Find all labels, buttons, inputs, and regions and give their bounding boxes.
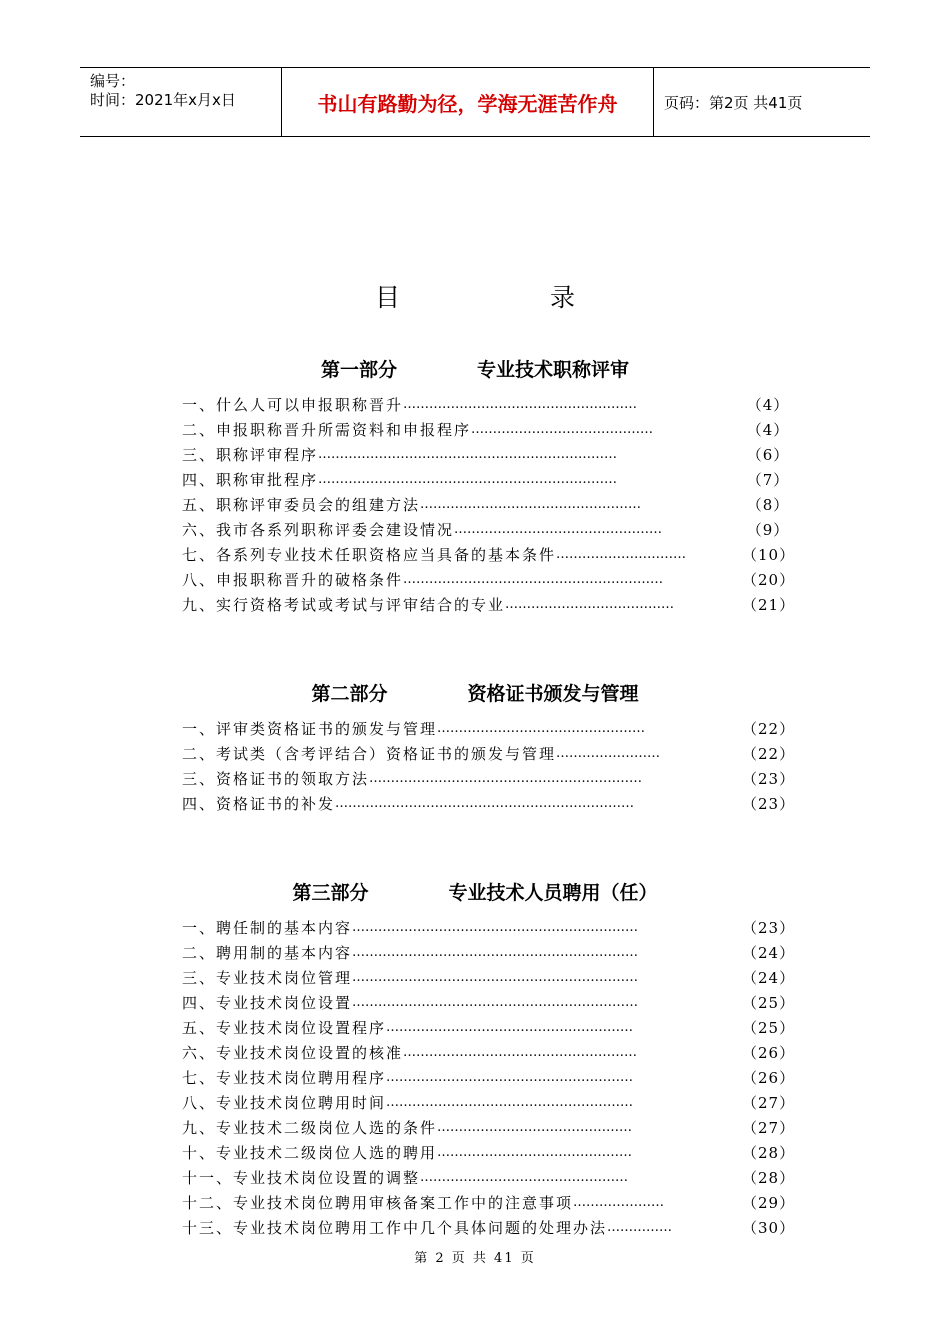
part-1-title: 专业技术职称评审 bbox=[477, 359, 630, 381]
toc-page: （4） bbox=[746, 421, 790, 439]
toc-entry[interactable] bbox=[182, 467, 792, 492]
toc-leader: ……………………………………… bbox=[437, 1120, 633, 1135]
toc-leader: ………………………………………… bbox=[437, 721, 646, 736]
toc-page: （20） bbox=[742, 571, 796, 589]
page-footer: 第 2 页 共 41 页 bbox=[414, 1251, 536, 1266]
toc-entry-text: 七、各系列专业技术任职资格应当具备的基本条件 bbox=[182, 546, 557, 564]
toc-entry[interactable] bbox=[182, 1065, 796, 1090]
toc-page: （25） bbox=[742, 1019, 796, 1037]
header-page-info: 页码：第2页 共41页 bbox=[664, 93, 803, 112]
toc-page: （23） bbox=[742, 919, 796, 937]
part-2-title: 资格证书颁发与管理 bbox=[467, 683, 639, 705]
toc-page: （30） bbox=[742, 1219, 796, 1237]
part-1-toc bbox=[182, 392, 796, 617]
toc-leader: ………………………………………………………… bbox=[352, 970, 639, 985]
toc-entry-text: 十、专业技术二级岗位人选的聘用 bbox=[182, 1144, 438, 1162]
toc-entry[interactable] bbox=[182, 592, 796, 617]
toc-page: （21） bbox=[742, 596, 796, 614]
toc-leader: …………………………………………………………… bbox=[318, 472, 618, 487]
page-header bbox=[80, 67, 870, 137]
toc-entry-text: 六、专业技术岗位设置的核准 bbox=[182, 1044, 404, 1062]
toc-page: （8） bbox=[746, 496, 790, 514]
toc-entry-text: 四、资格证书的补发 bbox=[182, 795, 336, 813]
toc-page: （22） bbox=[742, 745, 796, 763]
toc-page: （24） bbox=[742, 944, 796, 962]
toc-entry[interactable] bbox=[182, 1115, 796, 1140]
toc-page: （28） bbox=[742, 1144, 796, 1162]
toc-entry[interactable] bbox=[182, 1015, 796, 1040]
toc-entry[interactable] bbox=[182, 542, 796, 567]
toc-entry[interactable] bbox=[182, 1165, 796, 1190]
toc-entry[interactable] bbox=[182, 791, 796, 816]
toc-entry-text: 一、聘任制的基本内容 bbox=[182, 919, 353, 937]
toc-page: （23） bbox=[742, 770, 796, 788]
toc-page: （26） bbox=[742, 1044, 796, 1062]
part-3-heading bbox=[0, 878, 950, 905]
toc-leader: ……………………………………………… bbox=[403, 397, 638, 412]
part-1-number: 第一部分 bbox=[320, 359, 397, 381]
toc-page: （4） bbox=[746, 396, 790, 414]
toc-leader: …………………………………………………………… bbox=[335, 796, 635, 811]
toc-entry[interactable] bbox=[182, 990, 796, 1015]
toc-page: （28） bbox=[742, 1169, 796, 1187]
toc-leader: …………………… bbox=[556, 746, 661, 761]
toc-entry[interactable] bbox=[182, 965, 796, 990]
part-3-toc bbox=[182, 915, 796, 1240]
part-1-heading bbox=[0, 355, 950, 382]
toc-entry-text: 六、我市各系列职称评委会建设情况 bbox=[182, 521, 455, 539]
toc-leader: …………… bbox=[607, 1220, 673, 1235]
toc-leader: …………………………………… bbox=[471, 422, 654, 437]
toc-leader: …………………………………………………… bbox=[403, 572, 664, 587]
toc-entry[interactable] bbox=[182, 1190, 796, 1215]
toc-page: （25） bbox=[742, 994, 796, 1012]
toc-leader: ………………………………………… bbox=[420, 1170, 629, 1185]
toc-page: （29） bbox=[742, 1194, 796, 1212]
toc-entry-text: 二、聘用制的基本内容 bbox=[182, 944, 353, 962]
toc-entry-text: 九、专业技术二级岗位人选的条件 bbox=[182, 1119, 438, 1137]
toc-entry[interactable] bbox=[182, 442, 792, 467]
toc-entry[interactable] bbox=[182, 567, 796, 592]
part-3-title: 专业技术人员聘用（任） bbox=[448, 882, 658, 904]
toc-entry-text: 七、专业技术岗位聘用程序 bbox=[182, 1069, 387, 1087]
toc-page: （6） bbox=[746, 446, 790, 464]
part-2-heading bbox=[0, 679, 950, 706]
toc-entry-text: 一、评审类资格证书的颁发与管理 bbox=[182, 720, 438, 738]
toc-entry-text: 二、申报职称晋升所需资料和申报程序 bbox=[182, 421, 472, 439]
toc-leader: ………………………………………… bbox=[454, 522, 663, 537]
header-time-label: 时间：2021年x月x日 bbox=[90, 91, 236, 109]
toc-leader: ………………………………………………… bbox=[386, 1020, 634, 1035]
header-motto: 书山有路勤为径，学海无涯苦作舟 bbox=[282, 68, 654, 136]
toc-entry-text: 五、专业技术岗位设置程序 bbox=[182, 1019, 387, 1037]
toc-leader: ………………… bbox=[573, 1195, 665, 1210]
toc-entry[interactable] bbox=[182, 940, 796, 965]
toc-entry[interactable] bbox=[182, 392, 792, 417]
toc-page: （23） bbox=[742, 795, 796, 813]
toc-page: （26） bbox=[742, 1069, 796, 1087]
toc-entry-text: 二、考试类（含考评结合）资格证书的颁发与管理 bbox=[182, 745, 557, 763]
toc-page: （7） bbox=[746, 471, 790, 489]
toc-entry-text: 十三、专业技术岗位聘用工作中几个具体问题的处理办法 bbox=[182, 1219, 608, 1237]
header-number-label: 编号： bbox=[90, 72, 136, 90]
toc-leader: ………………………………………………………… bbox=[352, 920, 639, 935]
part-2-number: 第二部分 bbox=[311, 683, 388, 705]
header-meta bbox=[80, 68, 282, 136]
toc-entry[interactable] bbox=[182, 766, 796, 791]
toc-entry[interactable] bbox=[182, 417, 792, 442]
toc-leader: ………………………………………………………… bbox=[352, 995, 639, 1010]
toc-leader: ……………………………………… bbox=[437, 1145, 633, 1160]
toc-entry-text: 五、职称评审委员会的组建方法 bbox=[182, 496, 421, 514]
toc-leader: …………………………………………………………… bbox=[318, 447, 618, 462]
toc-entry-text: 十二、专业技术岗位聘用审核备案工作中的注意事项 bbox=[182, 1194, 574, 1212]
toc-page: （9） bbox=[746, 521, 790, 539]
toc-entry-text: 九、实行资格考试或考试与评审结合的专业 bbox=[182, 596, 506, 614]
toc-leader: ………………………… bbox=[556, 547, 687, 562]
part-3-number: 第三部分 bbox=[292, 882, 369, 904]
toc-entry[interactable] bbox=[182, 1040, 796, 1065]
toc-page: （27） bbox=[742, 1119, 796, 1137]
toc-entry-text: 八、专业技术岗位聘用时间 bbox=[182, 1094, 387, 1112]
toc-entry[interactable] bbox=[182, 492, 792, 517]
toc-leader: ………………………………………………… bbox=[386, 1095, 634, 1110]
toc-leader: ………………………………… bbox=[505, 597, 675, 612]
toc-leader: …………………………………………… bbox=[420, 497, 642, 512]
toc-entry[interactable] bbox=[182, 915, 796, 940]
toc-entry[interactable] bbox=[182, 716, 796, 741]
toc-title-right: 录 bbox=[550, 283, 576, 312]
toc-entry[interactable] bbox=[182, 1140, 796, 1165]
toc-entry-text: 三、职称评审程序 bbox=[182, 446, 319, 464]
toc-page: （27） bbox=[742, 1094, 796, 1112]
toc-title-left: 目 bbox=[374, 283, 400, 312]
toc-entry-text: 八、申报职称晋升的破格条件 bbox=[182, 571, 404, 589]
toc-entry-text: 一、什么人可以申报职称晋升 bbox=[182, 396, 404, 414]
toc-title bbox=[0, 278, 950, 314]
toc-leader: ……………………………………………………… bbox=[369, 771, 643, 786]
toc-entry-text: 十一、专业技术岗位设置的调整 bbox=[182, 1169, 421, 1187]
toc-page: （10） bbox=[742, 546, 796, 564]
toc-entry-text: 三、资格证书的领取方法 bbox=[182, 770, 370, 788]
toc-entry-text: 三、专业技术岗位管理 bbox=[182, 969, 353, 987]
toc-entry[interactable] bbox=[182, 517, 792, 542]
toc-leader: ………………………………………………… bbox=[386, 1070, 634, 1085]
part-2-toc bbox=[182, 716, 796, 816]
toc-page: （24） bbox=[742, 969, 796, 987]
toc-leader: ……………………………………………… bbox=[403, 1045, 638, 1060]
toc-entry-text: 四、专业技术岗位设置 bbox=[182, 994, 353, 1012]
toc-entry[interactable] bbox=[182, 1090, 796, 1115]
toc-entry-text: 四、职称审批程序 bbox=[182, 471, 319, 489]
toc-entry[interactable] bbox=[182, 1215, 796, 1240]
toc-leader: ………………………………………………………… bbox=[352, 945, 639, 960]
toc-entry[interactable] bbox=[182, 741, 796, 766]
toc-page: （22） bbox=[742, 720, 796, 738]
